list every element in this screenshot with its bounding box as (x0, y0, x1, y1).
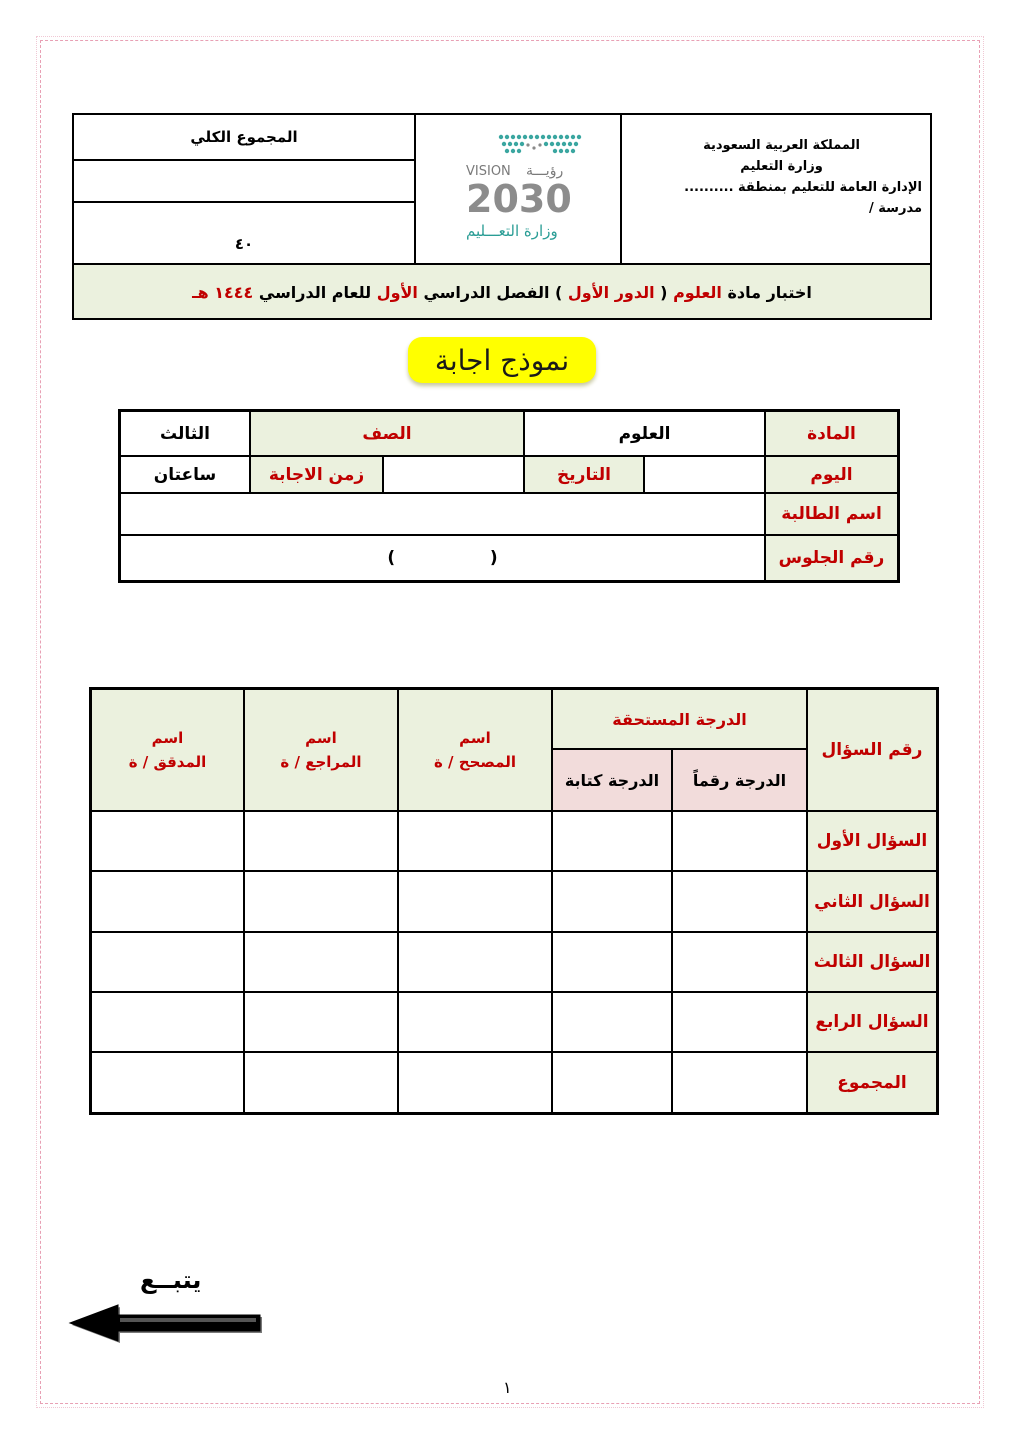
vision-logo (414, 115, 620, 263)
svg-text:VISION: VISION (466, 164, 511, 179)
time-label: زمن الاجابة (250, 456, 383, 493)
day-value (644, 456, 765, 493)
back-arrow-icon (68, 1302, 264, 1344)
student-name-label: اسم الطالبة (765, 493, 898, 535)
exam-year: ١٤٤٤ هـ (192, 283, 254, 302)
date-label: التاريخ (524, 456, 644, 493)
exam-round: الدور الأول (567, 283, 655, 302)
total-empty-row (74, 161, 414, 203)
svg-text:وزارة التعـــليم: وزارة التعـــليم (466, 222, 558, 240)
grade-cell (398, 932, 552, 992)
page-number: ١ (503, 1378, 512, 1397)
grade-cell (91, 811, 244, 871)
day-label: اليوم (765, 456, 898, 493)
grade-cell (91, 1052, 244, 1113)
grade-cell (91, 992, 244, 1052)
question-number-header: رقم السؤال (807, 689, 937, 811)
ministry-name: وزارة التعليم (740, 159, 823, 174)
grade-row-label: السؤال الثاني (807, 871, 937, 932)
grade-cell (672, 1052, 807, 1113)
class-label: الصف (250, 411, 524, 456)
total-value: ٤٠ (234, 235, 254, 253)
grade-cell (672, 871, 807, 932)
grade-cell (91, 932, 244, 992)
reviewer-header: اسم المراجع / ة (244, 689, 398, 811)
grade-cell (398, 871, 552, 932)
time-value: ساعتان (120, 456, 250, 493)
grade-cell (552, 992, 672, 1052)
grade-cell (552, 811, 672, 871)
grade-number-header: الدرجة رقماً (672, 749, 807, 811)
grade-cell (244, 871, 398, 932)
seat-number-value: ( ) (120, 535, 765, 581)
grade-cell (672, 932, 807, 992)
grade-cell (398, 811, 552, 871)
exam-subject: العلوم (673, 283, 722, 302)
deserved-grade-header: الدرجة المستحقة (552, 689, 807, 749)
grade-cell (552, 932, 672, 992)
exam-term: الأول (376, 283, 418, 302)
total-score-cell (74, 115, 414, 263)
subject-value: العلوم (524, 411, 765, 456)
grade-row-label: السؤال الثالث (807, 932, 937, 992)
grade-cell (398, 992, 552, 1052)
subject-label: المادة (765, 411, 898, 456)
grade-row-label: السؤال الرابع (807, 992, 937, 1052)
grade-row-label: المجموع (807, 1052, 937, 1113)
answer-model-title: نموذج اجابة (434, 343, 570, 377)
grade-cell (672, 811, 807, 871)
grade-cell (244, 932, 398, 992)
auditor-header: اسم المدقق / ة (91, 689, 244, 811)
corrector-header: اسم المصحح / ة (398, 689, 552, 811)
total-label: المجموع الكلي (190, 128, 298, 146)
continue-label: يتبــع (140, 1266, 202, 1294)
grade-cell (91, 871, 244, 932)
grade-cell (398, 1052, 552, 1113)
exam-title-bar: اختبار مادة العلوم ( الدور الأول ) الفصل الدراسي الأول للعام الدراسي ١٤٤٤ هـ (74, 263, 930, 318)
seat-number-label: رقم الجلوس (765, 535, 898, 581)
grade-cell (244, 811, 398, 871)
grade-cell (672, 992, 807, 1052)
grade-text-header: الدرجة كتابة (552, 749, 672, 811)
svg-text:2030: 2030 (466, 177, 572, 221)
answer-model-banner (408, 337, 596, 383)
ministry-logo-icon (416, 115, 622, 263)
svg-text:رؤيـــة: رؤيـــة (526, 163, 564, 179)
grade-cell (552, 871, 672, 932)
grade-cell (244, 992, 398, 1052)
date-value (383, 456, 524, 493)
student-name-value (120, 493, 765, 535)
grade-cell (244, 1052, 398, 1113)
header-right-cell (620, 115, 930, 263)
country-name: المملكة العربية السعودية (703, 138, 860, 153)
grade-cell (552, 1052, 672, 1113)
grade-row-label: السؤال الأول (807, 811, 937, 871)
department-name: الإدارة العامة للتعليم بمنطقة .......... (684, 180, 922, 195)
school-name: مدرسة / (869, 201, 922, 216)
class-value: الثالث (120, 411, 250, 456)
